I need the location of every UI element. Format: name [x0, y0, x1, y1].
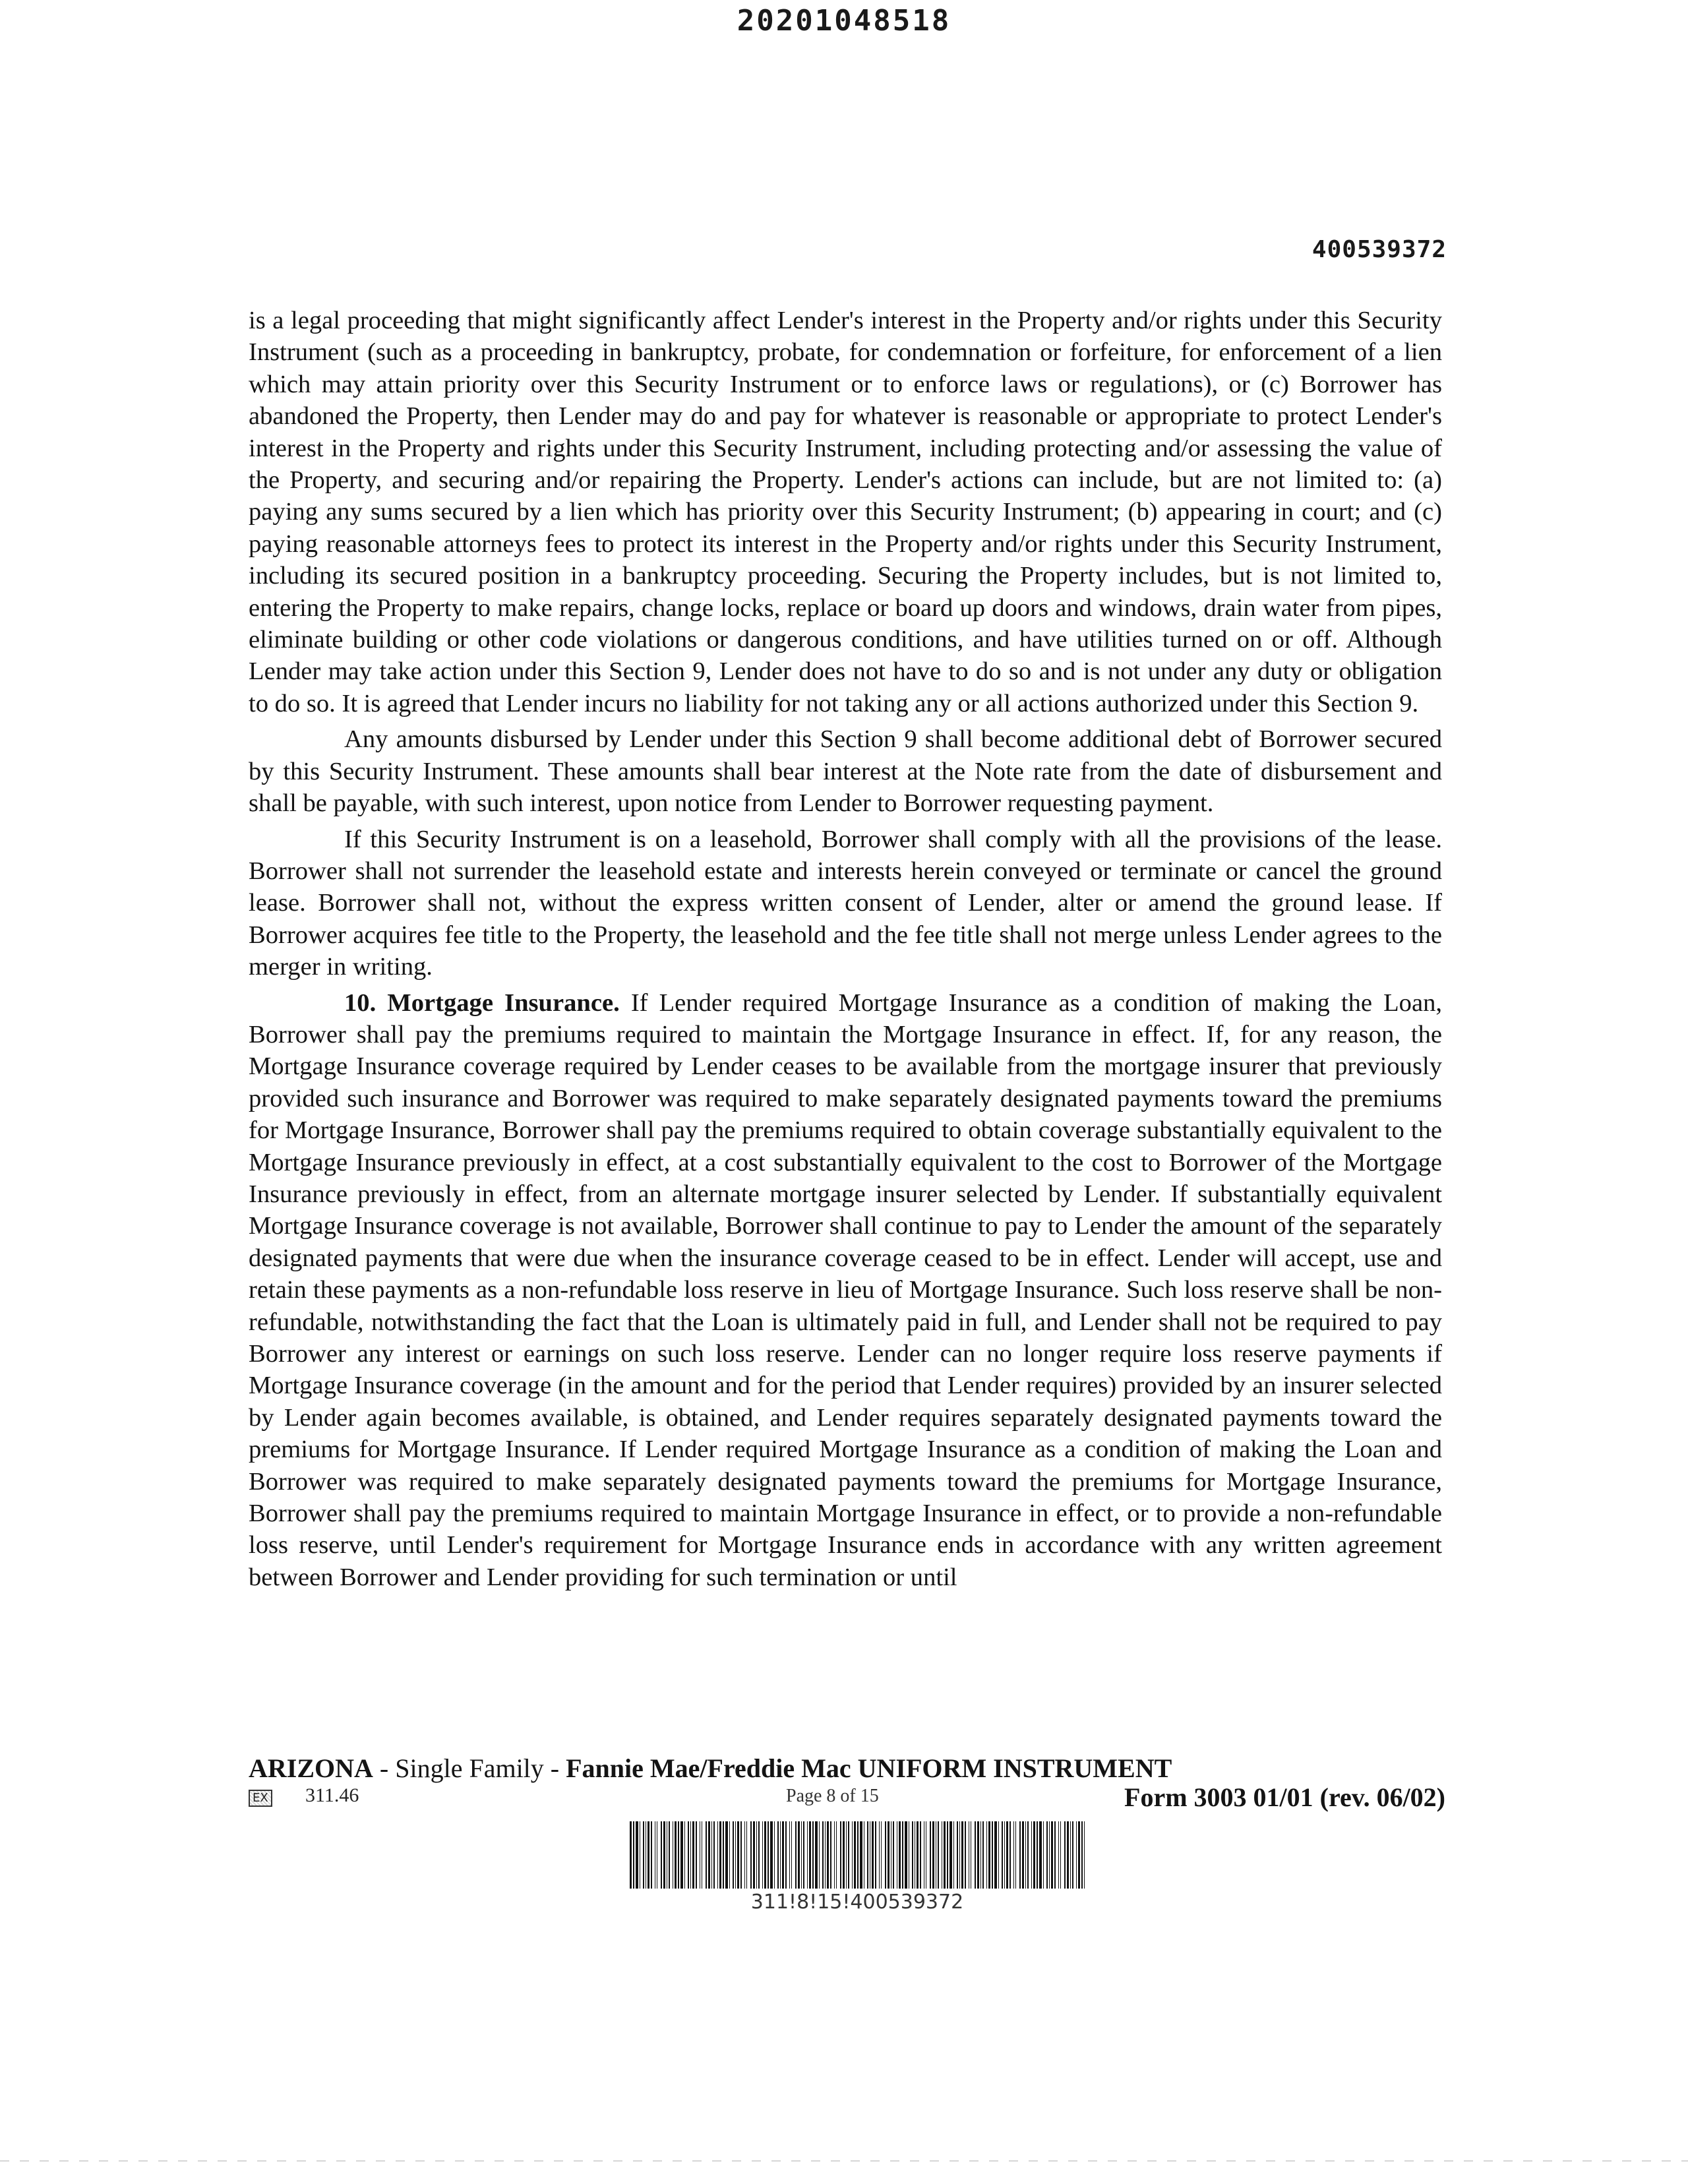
- paragraph-section-9-continued: is a legal proceeding that might significantly affect Lender's interest in the Property and/or rights under this Security Instrument (such as a proceeding in bankruptcy, probate, for condemnation or forfeiture, for enforcement of a lien which may attain priority over this Security Instrument or to enforce laws or regulations), or (c) Borrower has abandoned the Property, then Lender may do and pay for whatever is reasonable or appropriate to protect Lender's interest in the Property and rights under this Security Instrument, including protecting and/or assessing the value of the Property, and securing and/or repairing the Property. Lender's actions can include, but are not limited to: (a) paying any sums secured by a lien which has priority over this Security Instrument; (b) appearing in court; and (c) paying reasonable attorneys fees to protect its interest in the Property and/or rights under this Security Instrument, including its secured position in a bankruptcy proceeding. Securing the Property includes, but is not limited to, entering the Property to make repairs, change locks, replace or board up doors and windows, drain water from pipes, eliminate building or other code violations or dangerous conditions, and have utilities turned on or off. Although Lender may take action under this Section 9, Lender does not have to do so and is not under any duty or obligation to do so. It is agreed that Lender incurs no liability for not taking any or all actions authorized under this Section 9.: [249, 307, 1442, 717]
- barcode: [630, 1821, 1085, 1889]
- paragraph-section-10: [249, 987, 1442, 1594]
- footer-row: [249, 1784, 1445, 1817]
- form-id: Form 3003 01/01 (rev. 06/02): [1124, 1782, 1445, 1812]
- section-10-heading: 10. Mortgage Insurance.: [344, 988, 620, 1017]
- footer-separator: - Single Family -: [373, 1753, 566, 1783]
- footer-instrument: Fannie Mae/Freddie Mac UNIFORM INSTRUMENT: [566, 1753, 1172, 1783]
- document-number: 20201048518: [737, 4, 951, 38]
- paragraph-amounts-disbursed: Any amounts disbursed by Lender under this Section 9 shall become additional debt of Borrower secured by this Security Instrument. These amounts shall bear interest at the Note rate from the date of disbursement and shall be payable, with such interest, upon notice from Lender to Borrower requesting payment.: [249, 725, 1442, 818]
- loan-number: 400539372: [1311, 236, 1447, 263]
- footer-state: ARIZONA: [249, 1753, 373, 1783]
- paragraph-leasehold: If this Security Instrument is on a leasehold, Borrower shall comply with all the provisions of the lease. Borrower shall not surrender the leasehold estate and interests herein conveyed or terminate or cancel the ground lease. Borrower shall not, without the express written consent of Lender, alter or amend the ground lease. If Borrower acquires fee title to the Property, the leasehold and the fee title shall not merge unless Lender agrees to the merger in writing.: [249, 825, 1442, 981]
- barcode-number: 311!8!15!400539372: [750, 1891, 964, 1914]
- section-10-text: If Lender required Mortgage Insurance as a condition of making the Loan, Borrower shall pay the premiums required to maintain the Mortgage Insurance in effect. If, for any reason, the Mortgage Insurance coverage required by Lender ceases to be available from the mortgage insurer that previously provided such insurance and Borrower was required to make separately designated payments toward the premiums for Mortgage Insurance, Borrower shall pay the premiums required to obtain coverage substantially equivalent to the Mortgage Insurance previously in effect, at a cost substantially equivalent to the cost to Borrower of the Mortgage Insurance previously in effect, from an alternate mortgage insurer selected by Lender. If substantially equivalent Mortgage Insurance coverage is not available, Borrower shall continue to pay to Lender the amount of the separately designated payments that were due when the insurance coverage ceased to be in effect. Lender will accept, use and retain these payments as a non-refundable loss reserve in lieu of Mortgage Insurance. Such loss reserve shall be non-refundable, notwithstanding the fact that the Loan is ultimately paid in full, and Lender shall not be required to pay Borrower any interest or earnings on such loss reserve. Lender can no longer require loss reserve payments if Mortgage Insurance coverage (in the amount and for the period that Lender requires) provided by an insurer selected by Lender again becomes available, is obtained, and Lender requires separately designated payments toward the premiums for Mortgage Insurance. If Lender required Mortgage Insurance as a condition of making the Loan and Borrower was required to make separately designated payments toward the premiums for Mortgage Insurance, Borrower shall pay the premiums required to maintain Mortgage Insurance in effect, or to provide a non-refundable loss reserve, until Lender's requirement for Mortgage Insurance ends in accordance with any written agreement between Borrower and Lender providing for such termination or until: [249, 988, 1442, 1591]
- page-indicator: Page 8 of 15: [786, 1786, 879, 1806]
- form-code: 311.46: [305, 1784, 359, 1806]
- document-body: [249, 305, 1442, 1597]
- scan-edge-artifact: [0, 2160, 1688, 2162]
- form-badge-icon: EX: [249, 1790, 272, 1807]
- footer-title: [249, 1753, 1172, 1784]
